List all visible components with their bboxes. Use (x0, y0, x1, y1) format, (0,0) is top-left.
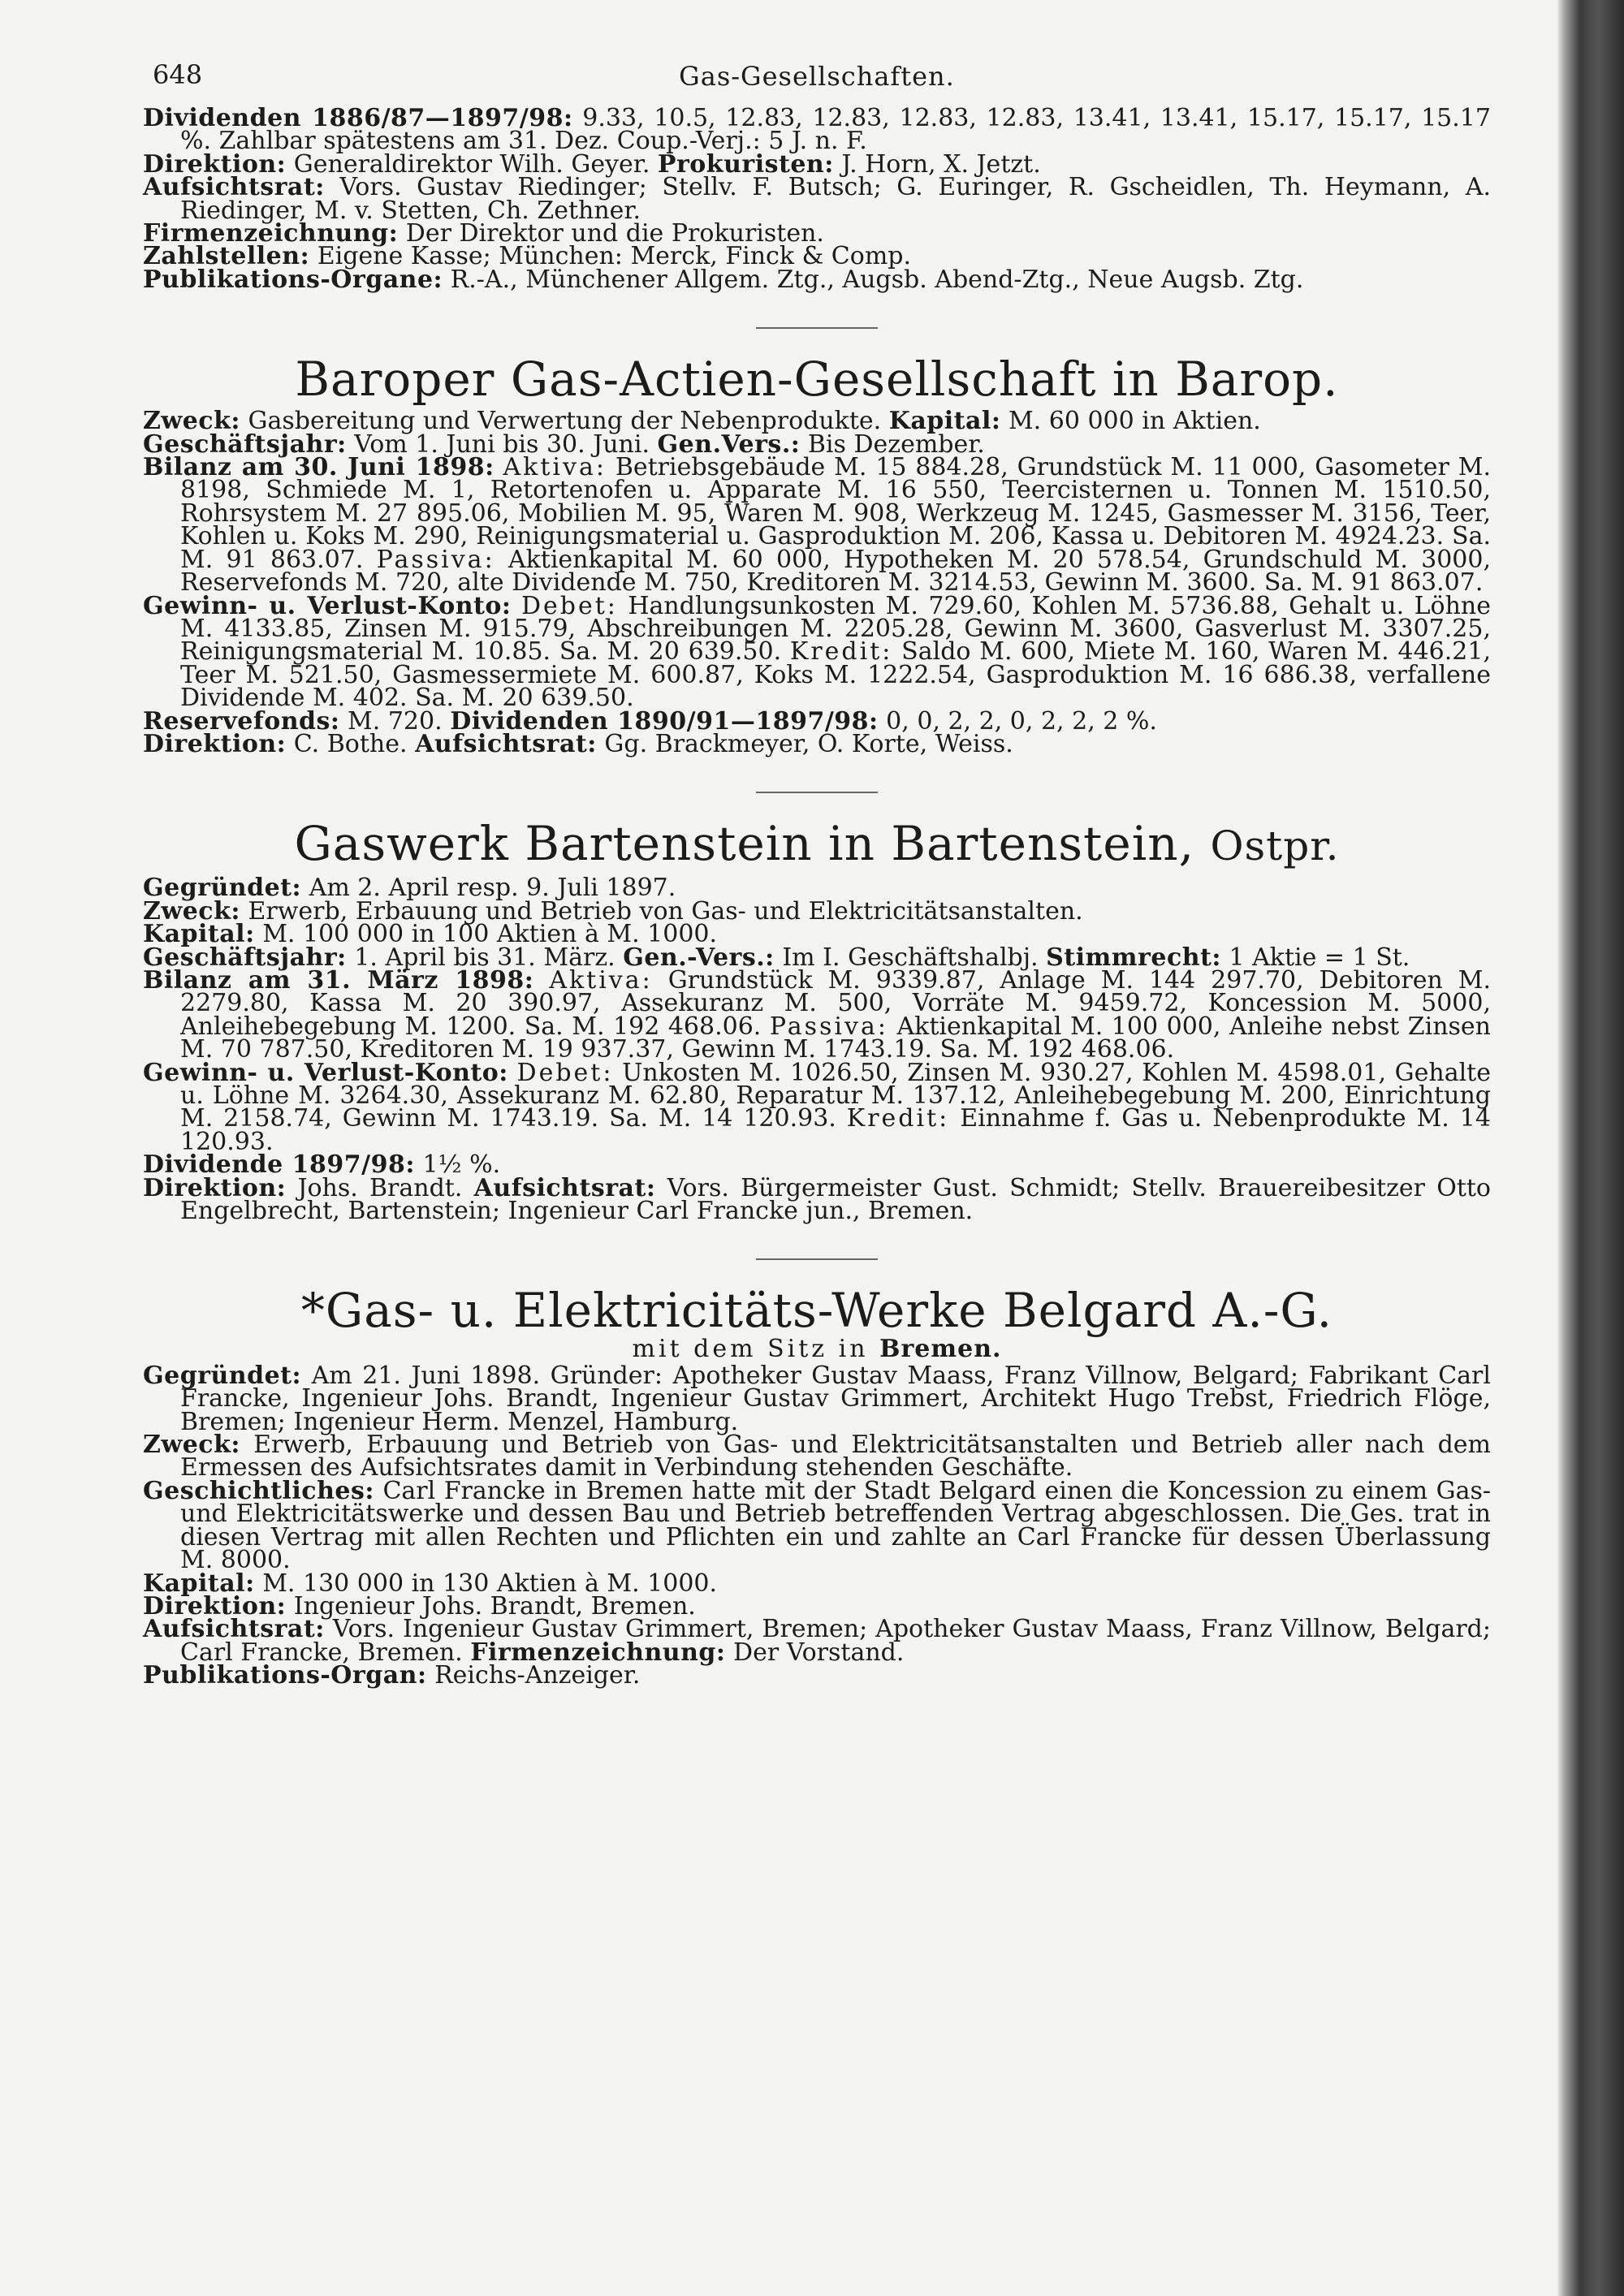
value-gegruendet: Am 21. Juni 1898. Gründer: Apotheker Gustav Maass, Franz Villnow, Belgard; Fabrikant Carl Francke, Ingenieur Johs. Brandt, Ingenieur Gustav Grimmert, Architekt Hugo Trebst, Friedrich Flöge, Bremen; Ingenieur Herm. Menzel, Hamburg. (180, 1361, 1491, 1436)
subtitle-city: Bremen. (879, 1335, 1002, 1364)
value-dividende: 1½ %. (422, 1150, 501, 1180)
value-dividenden: 9.33, 10.5, 12.83, 12.83, 12.83, 12.83, 13.41, 13.41, 15.17, 15.17, 15.17 %. Zahlbar spätestens am 31. Dez. Coup.-Verj.: 5 J. n. F. (180, 104, 1491, 156)
entry-gegruendet (143, 1361, 1491, 1436)
label-gegruendet: Gegründet: (143, 1361, 302, 1390)
value-geschichtliches: Carl Francke in Bremen hatte mit der Stadt Belgard einen die Koncession zu einem Gas- und Elektricitätswerke und dessen Bau und Betrieb betreffenden Vertrag abgeschlossen. Die Ges. trat in diesen Vertrag mit allen Rechten und Pflichten ein und zahlte an Carl Francke für dessen Überlassung M. 8000. (180, 1476, 1491, 1575)
entry-guv (143, 591, 1491, 713)
value-kredit: Saldo M. 600, Miete M. 160, Waren M. 446.21, Teer M. 521.50, Gasmessermiete M. 600.87, Koks M. 1222.54, Gasproduktion M. 16 686.38, verfallene Dividende M. 402. Sa. M. 20 639.50. (180, 637, 1491, 713)
label-dividenden: Dividenden 1886/87—1897/98: (143, 104, 573, 132)
entry-bilanz (143, 965, 1491, 1064)
value-kapital: M. 60 000 in Aktien. (1008, 407, 1261, 436)
value-aufsichtsrat: Gg. Brackmeyer, O. Korte, Weiss. (604, 729, 1013, 758)
label-gegruendet: Gegründet: (143, 874, 302, 903)
page-content (143, 57, 1491, 1688)
label-publikation: Publikations-Organe: (143, 265, 443, 294)
section-previous-company (143, 104, 1491, 294)
company-title (143, 818, 1491, 872)
label-bilanz: Bilanz am 31. März 1898: (143, 965, 534, 995)
value-aufsichtsrat: Vors. Gustav Riedinger; Stellv. F. Butsch; G. Euringer, R. Gscheidlen, Th. Heymann, A. Riedinger, M. v. Stetten, Ch. Zethner. (180, 173, 1491, 225)
entry-publikation (143, 1661, 1491, 1690)
label-geschaeftsjahr: Geschäftsjahr: (143, 943, 347, 972)
label-bilanz: Bilanz am 30. Juni 1898: (143, 453, 495, 482)
label-zweck: Zweck: (143, 1431, 240, 1460)
entry-direktion (143, 1173, 1491, 1226)
label-direktion: Direktion: (143, 149, 287, 179)
value-geschaeftsjahr: 1. April bis 31. März. (354, 943, 615, 972)
label-dividenden: Dividenden 1890/91—1897/98: (450, 706, 879, 736)
entry-guv (143, 1058, 1491, 1156)
label-aufsichtsrat: Aufsichtsrat: (143, 173, 325, 202)
label-reserve: Reservefonds: (143, 706, 340, 736)
value-reserve: M. 720. (348, 706, 443, 736)
value-firmenzeichnung: Der Vorstand. (733, 1638, 905, 1667)
label-stimmrecht: Stimmrecht: (1046, 943, 1221, 972)
label-direktion: Direktion: (143, 1591, 287, 1621)
entry-direktion (143, 729, 1491, 758)
value-direktion: Generaldirektor Wilh. Geyer. (293, 149, 650, 179)
label-prokuristen: Prokuristen: (657, 149, 834, 179)
value-debet: Handlungsunkosten M. 729.60, Kohlen M. 5736.88, Gehalt u. Löhne M. 4133.85, Zinsen M. 915.79, Abschreibungen M. 2205.28, Gewinn M. 3600, Gasverlust M. 3307.25, Reinigungsmaterial M. 10.85. Sa. M. 20 639.50. (180, 591, 1491, 667)
entry-bilanz (143, 453, 1491, 598)
value-firmenzeichnung: Der Direktor und die Prokuristen. (405, 219, 824, 248)
value-publikation: R.-A., Münchener Allgem. Ztg., Augsb. Abend-Ztg., Neue Augsb. Ztg. (450, 265, 1304, 294)
value-direktion: Johs. Brandt. (297, 1173, 463, 1202)
label-firmenzeichnung: Firmenzeichnung: (470, 1638, 726, 1667)
title-main: Gaswerk Bartenstein in Bartenstein, (294, 816, 1195, 872)
value-aktiva: Grundstück M. 9339.87, Anlage M. 144 297.70, Debitoren M. 2279.80, Kassa M. 20 390.97, Assekuranz M. 500, Vorräte M. 9459.72, Koncession M. 5000, Anleihebegebung M. 1200. Sa. M. 192 468.06. (180, 965, 1491, 1041)
word-aktiva: Aktiva: (503, 453, 607, 482)
value-zweck: Erwerb, Erbauung und Betrieb von Gas- und Elektricitätsanstalten und Betrieb aller nach dem Ermessen des Aufsichtsrates damit in Verbindung stehenden Geschäfte. (180, 1431, 1491, 1482)
entry-aufsichtsrat (143, 1615, 1491, 1667)
word-kredit: Kredit: (789, 637, 893, 667)
book-binding-edge (1557, 0, 1624, 2296)
label-aufsichtsrat: Aufsichtsrat: (473, 1173, 656, 1202)
page-header (143, 57, 1491, 107)
value-publikation: Reichs-Anzeiger. (434, 1661, 641, 1690)
label-guv: Gewinn- u. Verlust-Konto: (143, 1058, 508, 1087)
entry-zweck (143, 1431, 1491, 1482)
entry-publikation (143, 265, 1491, 294)
section-barop (143, 353, 1491, 756)
company-title: Baroper Gas-Actien-Gesellschaft in Barop. (295, 352, 1339, 408)
value-kapital: M. 100 000 in 100 Aktien à M. 1000. (262, 920, 718, 949)
label-aufsichtsrat: Aufsichtsrat: (143, 1615, 325, 1644)
value-geschaeftsjahr: Vom 1. Juni bis 30. Juni. (354, 429, 650, 459)
value-dividenden: 0, 0, 2, 2, 0, 2, 2, 2 %. (886, 706, 1157, 736)
label-genvers: Gen.Vers.: (657, 429, 801, 459)
value-zweck: Erwerb, Erbauung und Betrieb von Gas- und Elektricitätsanstalten. (248, 896, 1083, 926)
section-divider (756, 327, 878, 329)
word-kredit: Kredit: (846, 1104, 950, 1133)
value-aufsichtsrat: Vors. Ingenieur Gustav Grimmert, Bremen; Apotheker Gustav Maass, Franz Villnow, Belgard; Carl Francke, Bremen. (180, 1615, 1491, 1667)
value-direktion: C. Bothe. (293, 729, 408, 758)
label-publikation: Publikations-Organ: (143, 1661, 427, 1690)
value-kapital: M. 130 000 in 130 Aktien à M. 1000. (262, 1569, 718, 1598)
word-debet: Debet: (516, 1058, 614, 1087)
value-passiva: Aktienkapital M. 60 000, Hypotheken M. 20 578.54, Grundschuld M. 3000, Reservefonds M. 720, alte Dividende M. 750, Kreditoren M. 3214.53, Gewinn M. 3600. Sa. M. 91 863.07. (180, 545, 1491, 598)
label-kapital: Kapital: (143, 920, 255, 949)
entry-dividenden (143, 104, 1491, 156)
value-genvers: Im I. Geschäftshalbj. (782, 943, 1039, 972)
label-kapital: Kapital: (143, 1569, 255, 1598)
section-divider (756, 1258, 878, 1260)
label-firmenzeichnung: Firmenzeichnung: (143, 219, 399, 248)
label-direktion: Direktion: (143, 1173, 287, 1202)
label-direktion: Direktion: (143, 729, 287, 758)
label-geschaeftsjahr: Geschäftsjahr: (143, 429, 347, 459)
word-debet: Debet: (520, 591, 618, 620)
label-aufsichtsrat: Aufsichtsrat: (415, 729, 597, 758)
value-aufsichtsrat: Vors. Bürgermeister Gust. Schmidt; Stellv. Brauereibesitzer Otto Engelbrecht, Bartenstein; Ingenieur Carl Francke jun., Bremen. (180, 1173, 1491, 1226)
value-debet: Unkosten M. 1026.50, Zinsen M. 930.27, Kohlen M. 4598.01, Gehalte u. Löhne M. 3264.30, Assekuranz M. 62.80, Reparatur M. 137.12, Anleihebegebung M. 200, Einrichtung M. 2158.74, Gewinn M. 1743.19. Sa. M. 14 120.93. (180, 1058, 1491, 1133)
value-zweck: Gasbereitung und Verwertung der Nebenprodukte. (248, 407, 882, 436)
label-kapital: Kapital: (888, 407, 1001, 436)
entry-aufsichtsrat (143, 173, 1491, 225)
label-genvers: Gen.-Vers.: (623, 943, 775, 972)
company-title: *Gas- u. Elektricitäts-Werke Belgard A.-G. (300, 1283, 1333, 1339)
page-number: 648 (153, 59, 203, 90)
value-genvers: Bis Dezember. (807, 429, 985, 459)
word-passiva: Passiva: (769, 1012, 888, 1041)
label-geschichtliches: Geschichtliches: (143, 1476, 374, 1505)
value-aktiva: Betriebsgebäude M. 15 884.28, Grundstück M. 11 000, Gasometer M. 8198, Schmiede M. 1, Retortenofen u. Apparate M. 16 550, Teercisternen u. Tonnen M. 1510.50, Rohrsystem M. 27 895.06, Mobilien M. 95, Waren M. 908, Werkzeug M. 1245, Gasmesser M. 3156, Teer, Kohlen u. Koks M. 290, Reinigungsmaterial u. Gasproduktion M. 206, Kassa u. Debitoren M. 4924.23. Sa. M. 91 863.07. (180, 453, 1491, 574)
section-divider (756, 792, 878, 793)
title-location: Ostpr. (1210, 822, 1340, 870)
entry-geschichtliches (143, 1476, 1491, 1575)
value-direktion: Ingenieur Johs. Brandt, Bremen. (293, 1591, 696, 1621)
value-prokuristen: J. Horn, X. Jetzt. (841, 149, 1041, 179)
company-subtitle (143, 1335, 1491, 1364)
label-zahlstellen: Zahlstellen: (143, 242, 310, 271)
subtitle-text: mit dem Sitz in (632, 1335, 869, 1364)
value-stimmrecht: 1 Aktie = 1 St. (1229, 943, 1410, 972)
value-kredit: Einnahme f. Gas u. Nebenprodukte M. 14 120.93. (180, 1104, 1491, 1156)
running-title: Gas-Gesellschaften. (679, 61, 955, 92)
value-gegruendet: Am 2. April resp. 9. Juli 1897. (309, 874, 676, 903)
label-dividende: Dividende 1897/98: (143, 1150, 415, 1180)
value-passiva: Aktienkapital M. 100 000, Anleihe nebst Zinsen M. 70 787.50, Kreditoren M. 19 937.37, Gewinn M. 1743.19. Sa. M. 192 468.06. (180, 1012, 1491, 1064)
section-belgard (143, 1283, 1491, 1690)
word-aktiva: Aktiva: (549, 965, 653, 995)
label-guv: Gewinn- u. Verlust-Konto: (143, 591, 512, 620)
label-zweck: Zweck: (143, 896, 240, 926)
section-bartenstein (143, 816, 1491, 1226)
label-zweck: Zweck: (143, 407, 240, 436)
word-passiva: Passiva: (376, 545, 495, 574)
value-zahlstellen: Eigene Kasse; München: Merck, Finck & Comp. (317, 242, 912, 271)
